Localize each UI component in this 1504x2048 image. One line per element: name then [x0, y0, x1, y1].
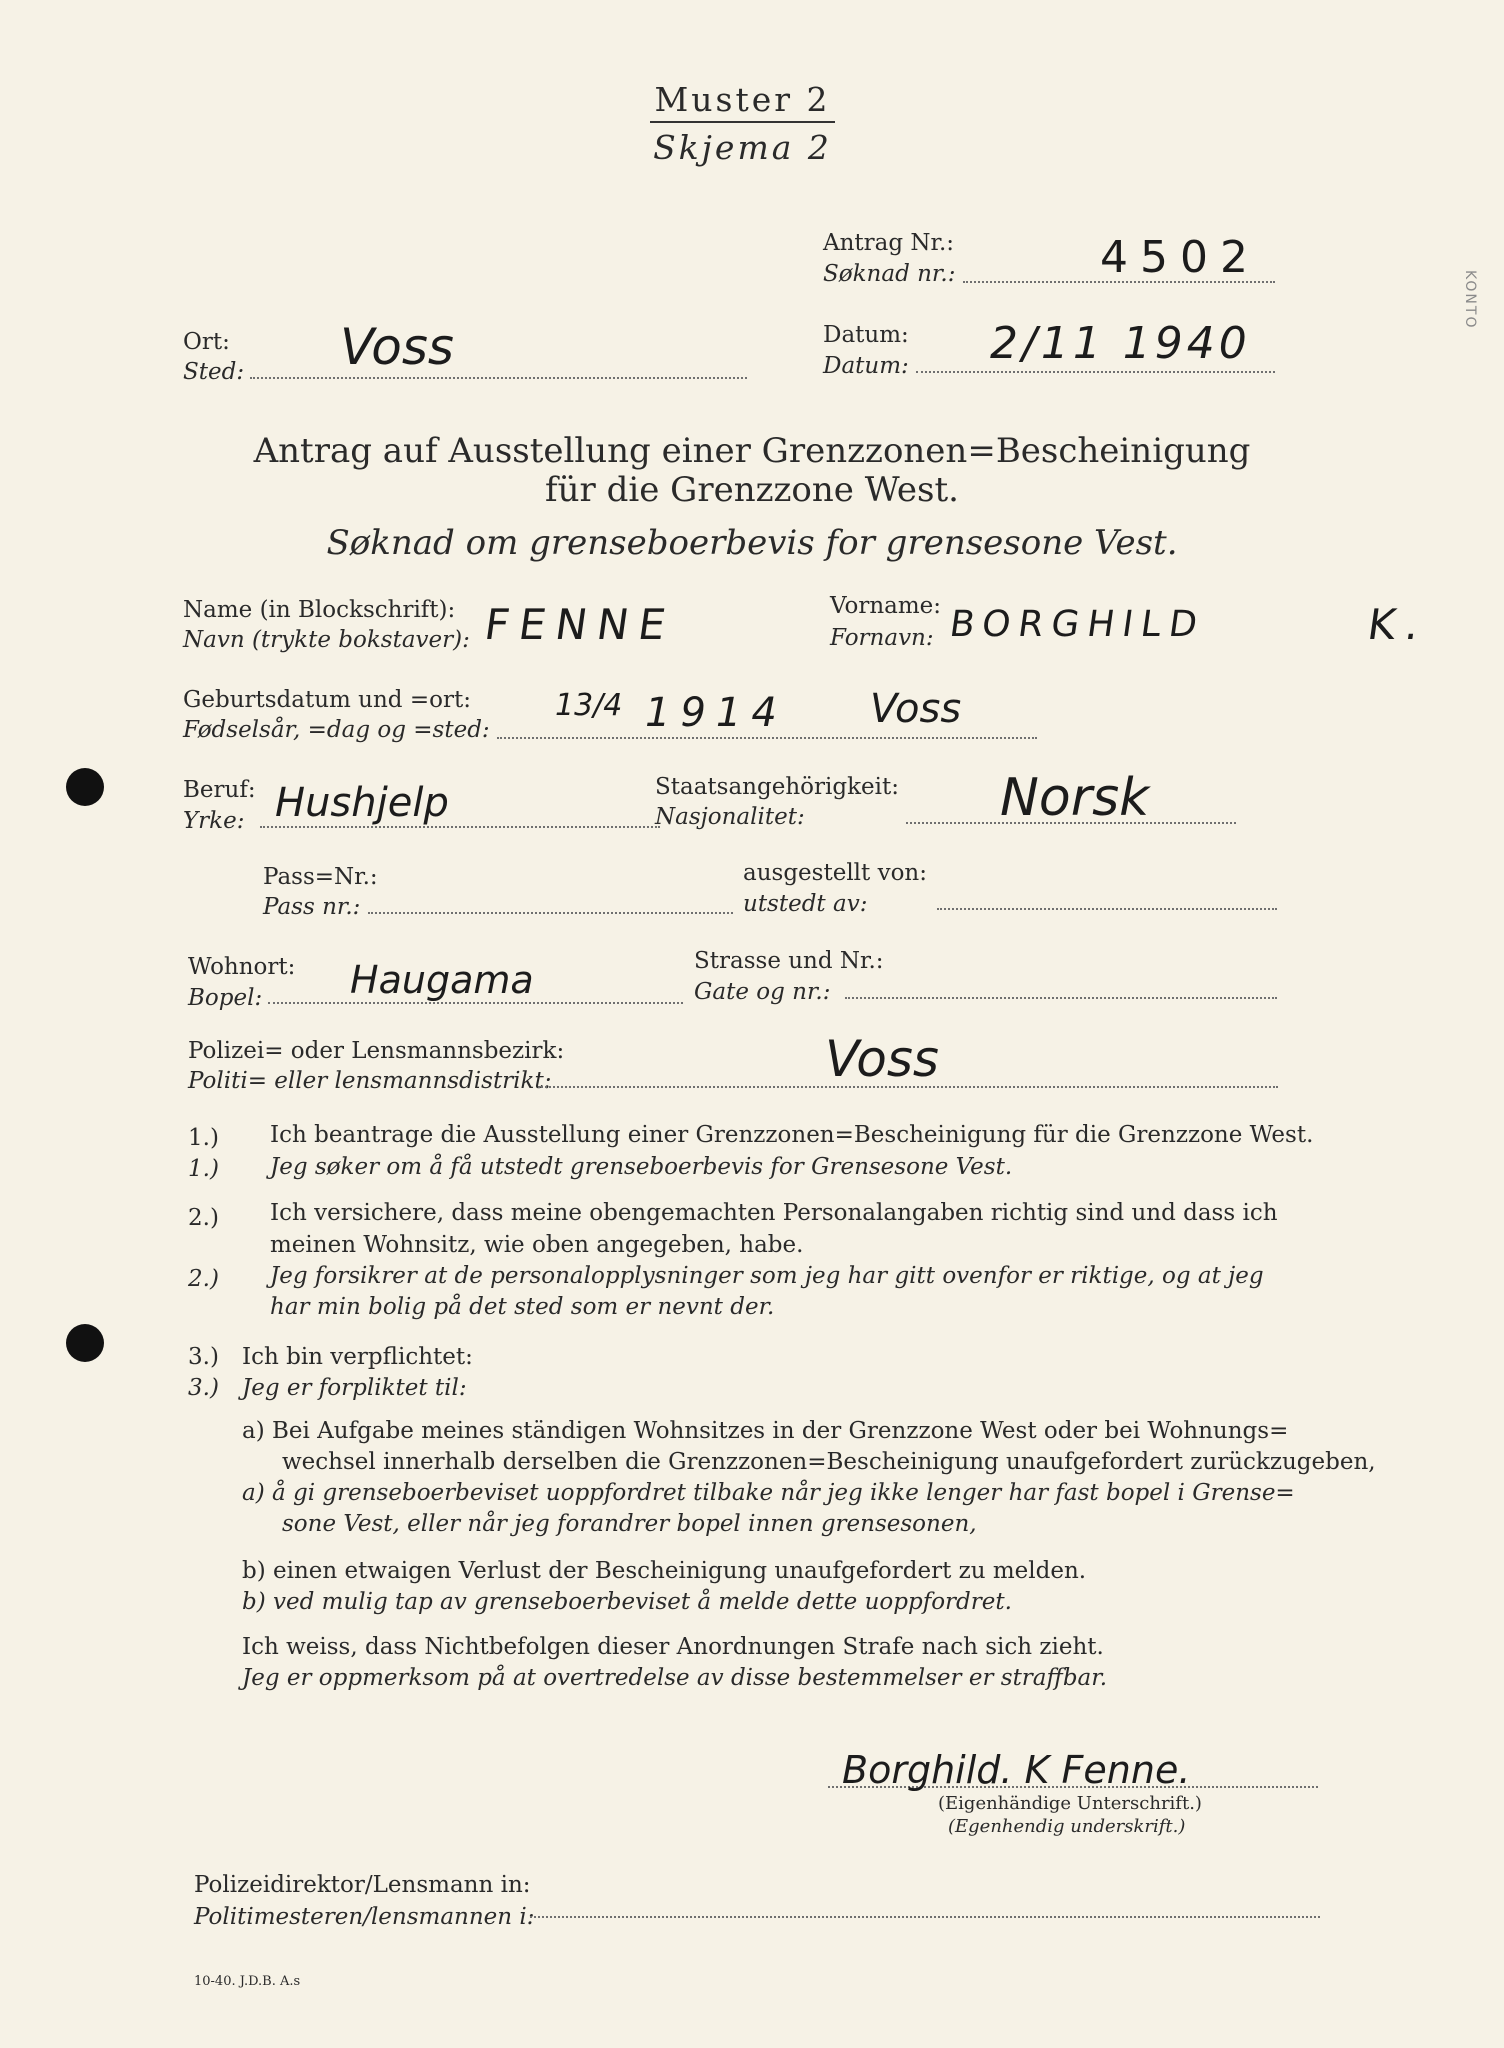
punch-hole-bottom [66, 1324, 104, 1362]
ausgestellt-label-de: ausgestellt von: [743, 860, 927, 886]
ort-label-no: Sted: [183, 359, 245, 385]
decl2-no2: har min bolig på det sted som er nevnt der. [270, 1294, 775, 1320]
decl3-b-no: b) ved mulig tap av grenseboerbeviset å melde dette uoppfordret. [242, 1589, 1012, 1615]
antrag-label-de: Antrag Nr.: [823, 230, 955, 256]
title-line3: Søknad om grenseboerbevis for grensesone Vest. [326, 523, 1178, 563]
ort-label-de: Ort: [183, 329, 230, 355]
decl2-de2: meinen Wohnsitz, wie oben angegeben, habe. [270, 1232, 804, 1258]
beruf-label-de: Beruf: [183, 777, 256, 803]
strasse-line [845, 997, 1277, 999]
polizei-label-de: Polizei= oder Lensmannsbezirk: [188, 1038, 565, 1064]
decl3-a-no1: a) å gi grenseboerbeviset uoppfordret tilbake når jeg ikke lenger har fast bopel i Grense= [242, 1480, 1295, 1506]
geburt-date: 13/4 [555, 688, 623, 723]
strasse-label-no: Gate og nr.: [694, 979, 831, 1005]
signature-label-no: (Egenhendig underskrift.) [948, 1816, 1186, 1837]
name-value: FENNE [481, 600, 679, 649]
decl3-a-no2: sone Vest, eller når jeg forandrer bopel innen grensesonen, [282, 1511, 977, 1537]
footer-label-no: Politimesteren/lensmannen i: [194, 1904, 535, 1930]
datum-value: 2/11 1940 [990, 318, 1251, 369]
decl3-a-de1: a) Bei Aufgabe meines ständigen Wohnsitzes in der Grenzzone West oder bei Wohnungs= [242, 1418, 1289, 1444]
name-label-de: Name (in Blockschrift): [183, 597, 456, 623]
beruf-value: Hushjelp [275, 780, 449, 826]
ort-line [250, 377, 747, 379]
geburt-label-de: Geburtsdatum und =ort: [183, 687, 471, 713]
vorname-value: BORGHILD [947, 604, 1208, 645]
pass-label-de: Pass=Nr.: [263, 864, 378, 890]
decl1-num-de: 1.) [188, 1125, 219, 1151]
ausgestellt-line [937, 908, 1277, 910]
header-line2: Skjema 2 [653, 128, 832, 167]
beruf-label-no: Yrke: [183, 808, 245, 834]
pass-label-no: Pass nr.: [263, 894, 361, 920]
geburt-year: 1914 [645, 690, 787, 736]
footer-line [530, 1916, 1320, 1918]
decl3-de: Ich bin verpflichtet: [242, 1344, 473, 1370]
geburt-place: Voss [870, 686, 962, 732]
vorname-extra: K. [1364, 600, 1433, 649]
konto-stamp: KONTO [1462, 270, 1478, 330]
wohnort-label-de: Wohnort: [188, 954, 296, 980]
decl3-b-de: b) einen etwaigen Verlust der Bescheinigung unaufgefordert zu melden. [242, 1558, 1087, 1584]
wohnort-label-no: Bopel: [188, 985, 263, 1011]
polizei-label-no: Politi= eller lensmannsdistrikt: [188, 1068, 552, 1094]
datum-line [916, 371, 1275, 373]
title-line2: für die Grenzzone West. [545, 470, 959, 510]
decl1-no: Jeg søker om å få utstedt grenseboerbevis for Grensesone Vest. [270, 1154, 1013, 1180]
ort-value: Voss [340, 318, 454, 376]
ausgestellt-label-no: utstedt av: [743, 891, 868, 917]
signature-value: Borghild. K Fenne. [842, 1748, 1191, 1792]
antrag-value: 4502 [1100, 232, 1260, 283]
header-line1: Muster 2 [650, 80, 835, 123]
closing-de: Ich weiss, dass Nichtbefolgen dieser Anordnungen Strafe nach sich zieht. [242, 1634, 1104, 1660]
punch-hole-top [66, 768, 104, 806]
footer-label-de: Polizeidirektor/Lensmann in: [194, 1872, 531, 1898]
decl1-de: Ich beantrage die Ausstellung einer Grenzzonen=Bescheinigung für die Grenzzone West. [270, 1122, 1314, 1148]
wohnort-line [268, 1002, 683, 1004]
decl2-num-no: 2.) [188, 1266, 219, 1292]
polizei-value: Voss [825, 1030, 939, 1088]
decl2-de1: Ich versichere, dass meine obengemachten Personalangaben richtig sind und dass ich [270, 1200, 1278, 1226]
staat-label-no: Nasjonalitet: [655, 804, 805, 830]
decl2-no1: Jeg forsikrer at de personalopplysninger som jeg har gitt ovenfor er riktige, og at jeg [270, 1263, 1264, 1289]
antrag-label-no: Søknad nr.: [823, 261, 956, 287]
decl3-no: Jeg er forpliktet til: [242, 1375, 467, 1401]
signature-label-de: (Eigenhändige Unterschrift.) [938, 1793, 1202, 1814]
geburt-line [497, 737, 1037, 739]
decl1-num-no: 1.) [188, 1156, 219, 1182]
datum-label-no: Datum: [823, 353, 909, 379]
decl2-num-de: 2.) [188, 1205, 219, 1231]
strasse-label-de: Strasse und Nr.: [694, 948, 884, 974]
title-line1: Antrag auf Ausstellung einer Grenzzonen=Bescheinigung [253, 431, 1251, 471]
staat-label-de: Staatsangehörigkeit: [655, 774, 899, 800]
decl3-num-de: 3.) [188, 1344, 219, 1370]
pass-line [368, 912, 733, 914]
decl3-a-de2: wechsel innerhalb derselben die Grenzzonen=Bescheinigung unaufgefordert zurückzugeben, [282, 1449, 1376, 1475]
staat-value: Norsk [1000, 768, 1150, 828]
closing-no: Jeg er oppmerksom på at overtredelse av disse bestemmelser er straffbar. [242, 1665, 1108, 1691]
decl3-num-no: 3.) [188, 1375, 219, 1401]
vorname-label-no: Fornavn: [830, 625, 934, 651]
name-label-no: Navn (trykte bokstaver): [183, 627, 470, 653]
datum-label-de: Datum: [823, 322, 909, 348]
printer-mark: 10-40. J.D.B. A.s [194, 1974, 301, 1989]
wohnort-value: Haugama [350, 958, 534, 1002]
beruf-line [260, 826, 660, 828]
vorname-label-de: Vorname: [830, 593, 942, 619]
geburt-label-no: Fødselsår, =dag og =sted: [183, 717, 490, 743]
